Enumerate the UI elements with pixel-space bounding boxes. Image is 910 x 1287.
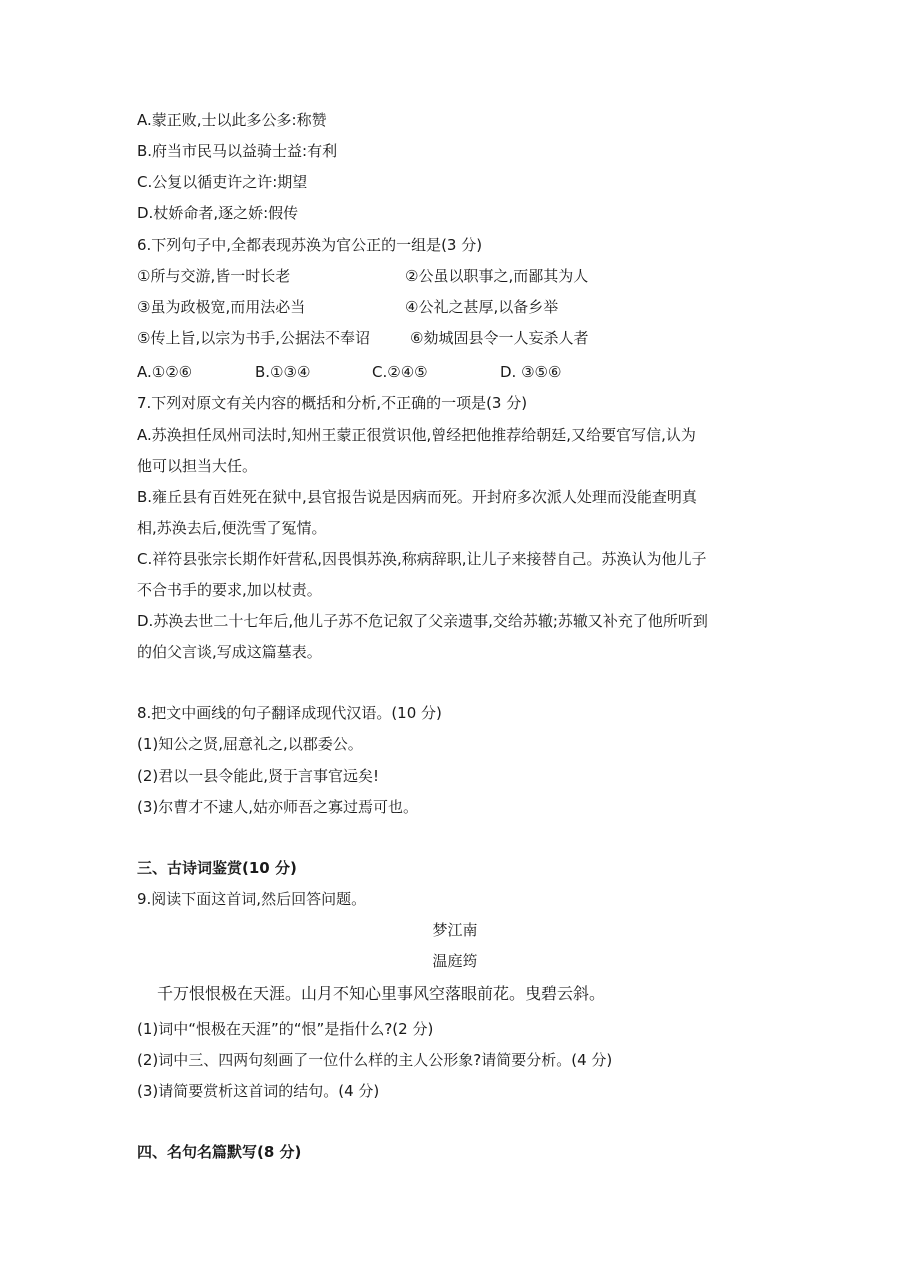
q6-choice-b: B.①③④	[255, 363, 311, 381]
q6-item-5: ⑤传上旨,以宗为书手,公据法不奉诏	[137, 329, 370, 347]
q9-question-1: (1)词中“恨极在天涯”的“恨”是指什么?(2 分)	[137, 1020, 434, 1038]
q5-option-d: D.杖娇命者,逐之娇:假传	[137, 204, 299, 222]
poem-title: 梦江南	[432, 921, 478, 939]
q7-option-b-line2: 相,苏涣去后,便洗雪了冤情。	[137, 519, 327, 537]
q6-item-6: ⑥劾城固县令一人妄杀人者	[410, 329, 589, 347]
q6-item-4: ④公礼之甚厚,以备乡举	[405, 298, 559, 316]
q5-option-a: A.蒙正败,士以此多公多:称赞	[137, 111, 327, 129]
poem-text: 千万恨恨极在天涯。山月不知心里事风空落眼前花。曳碧云斜。	[157, 984, 606, 1003]
q7-option-b-line1: B.雍丘县有百姓死在狱中,县官报告说是因病而死。开封府多次派人处理而没能查明真	[137, 488, 697, 506]
q7-option-a-line2: 他可以担当大任。	[137, 457, 258, 475]
q8-stem: 8.把文中画线的句子翻译成现代汉语。(10 分)	[137, 704, 442, 722]
q9-question-2: (2)词中三、四两句刻画了一位什么样的主人公形象?请简要分析。(4 分)	[137, 1051, 613, 1069]
q9-stem: 9.阅读下面这首词,然后回答问题。	[137, 890, 367, 908]
q6-item-1: ①所与交游,皆一时长老	[137, 267, 291, 285]
q6-choice-d: D. ③⑤⑥	[500, 363, 562, 381]
q7-option-c-line1: C.祥符县张宗长期作奸营私,因畏惧苏涣,称病辞职,让儿子来接替自己。苏涣认为他儿子	[137, 550, 707, 568]
q6-stem: 6.下列句子中,全都表现苏涣为官公正的一组是(3 分)	[137, 236, 483, 254]
q5-option-c: C.公复以循吏许之许:期望	[137, 173, 308, 191]
q7-option-d-line1: D.苏涣去世二十七年后,他儿子苏不危记叙了父亲遗事,交给苏辙;苏辙又补充了他所听到	[137, 612, 708, 630]
q8-item-2: (2)君以一县令能此,贤于言事官远矣!	[137, 767, 380, 785]
q7-stem: 7.下列对原文有关内容的概括和分析,不正确的一项是(3 分)	[137, 394, 528, 412]
poem-author: 温庭筠	[432, 952, 478, 970]
q7-option-d-line2: 的伯父言谈,写成这篇墓表。	[137, 643, 322, 661]
section-3-heading: 三、古诗词鉴赏(10 分)	[137, 859, 297, 877]
q9-question-3: (3)请简要赏析这首词的结句。(4 分)	[137, 1082, 380, 1100]
q7-option-a-line1: A.苏涣担任凤州司法时,知州王蒙正很赏识他,曾经把他推荐给朝廷,又给要官写信,认为	[137, 426, 696, 444]
q6-item-3: ③虽为政极宽,而用法必当	[137, 298, 306, 316]
q5-option-b: B.府当市民马以益骑士益:有利	[137, 142, 338, 160]
q8-item-1: (1)知公之贤,屈意礼之,以郡委公。	[137, 735, 363, 753]
q6-item-2: ②公虽以职事之,而鄙其为人	[405, 267, 589, 285]
q6-choice-a: A.①②⑥	[137, 363, 193, 381]
q6-choice-c: C.②④⑤	[372, 363, 428, 381]
section-4-heading: 四、名句名篇默写(8 分)	[137, 1143, 302, 1161]
q7-option-c-line2: 不合书手的要求,加以杖责。	[137, 581, 322, 599]
q8-item-3: (3)尔曹才不逮人,姑亦师吾之寡过焉可也。	[137, 798, 419, 816]
